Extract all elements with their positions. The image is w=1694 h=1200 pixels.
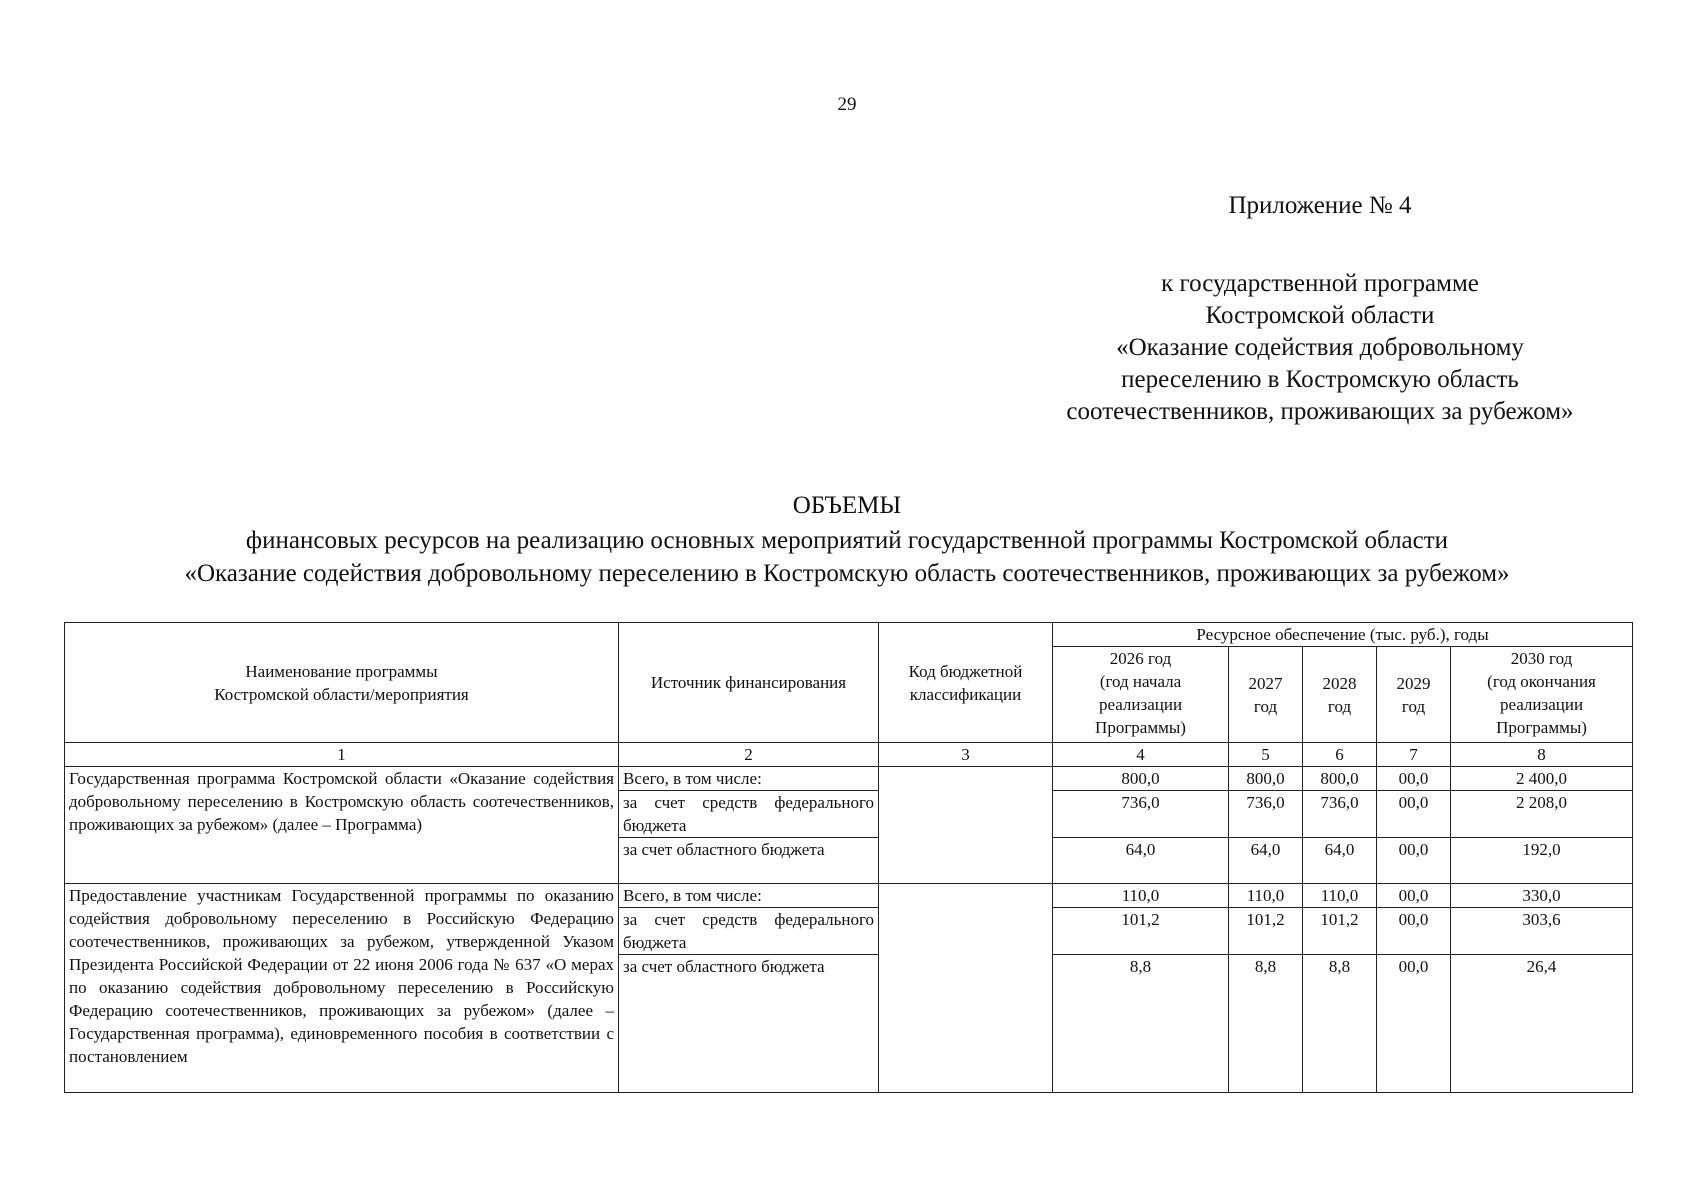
value-cell: 2 400,0 (1451, 767, 1633, 791)
value-cell: 8,8 (1303, 955, 1377, 1093)
column-number: 4 (1053, 743, 1229, 767)
value-cell: 101,2 (1229, 908, 1303, 955)
source-cell: за счет областного бюджета (619, 955, 879, 1093)
value-cell: 736,0 (1229, 791, 1303, 838)
budget-code-cell (879, 884, 1053, 1093)
column-number: 8 (1451, 743, 1633, 767)
value-cell: 00,0 (1377, 767, 1451, 791)
source-cell: за счет областного бюджета (619, 838, 879, 884)
value-cell: 26,4 (1451, 955, 1633, 1093)
appendix-title: Приложение № 4 (1228, 192, 1412, 219)
value-cell: 8,8 (1053, 955, 1229, 1093)
header-code-line: Код бюджетной (908, 661, 1023, 681)
header-year-line: реализации (1098, 695, 1183, 714)
header-year-line: 2026 год (1109, 649, 1172, 668)
value-cell: 110,0 (1229, 884, 1303, 908)
header-year-line: 2029 (1396, 673, 1431, 693)
value-cell: 00,0 (1377, 908, 1451, 955)
table-row (65, 767, 1633, 791)
source-cell: за счет средств федерального бюджета (619, 908, 879, 955)
subheading-line: финансовых ресурсов на реализацию основных мероприятий государственной программы Костромской области (245, 527, 1449, 554)
value-cell: 00,0 (1377, 884, 1451, 908)
document-heading: ОБЪЕМЫ (792, 492, 902, 519)
header-year-line: реализации (1499, 695, 1584, 714)
page-number: 29 (837, 94, 857, 115)
header-year-2030 (1451, 647, 1633, 743)
column-number-row (65, 743, 1633, 767)
source-cell: за счет средств федерального бюджета (619, 791, 879, 838)
column-number: 2 (619, 743, 879, 767)
value-cell: 800,0 (1303, 767, 1377, 791)
value-cell: 00,0 (1377, 955, 1451, 1093)
value-cell: 00,0 (1377, 791, 1451, 838)
header-year-line: год (1327, 696, 1352, 716)
header-year-line: 2030 год (1510, 649, 1573, 668)
value-cell: 800,0 (1229, 767, 1303, 791)
document-subheading (0, 524, 1694, 590)
header-year-2027 (1229, 647, 1303, 743)
header-year-2026 (1053, 647, 1229, 743)
header-year-line: год (1253, 696, 1278, 716)
financial-resources-table (64, 622, 1633, 1093)
value-cell: 101,2 (1303, 908, 1377, 955)
value-cell: 101,2 (1053, 908, 1229, 955)
header-year-line: (год окончания (1487, 672, 1596, 691)
column-number: 5 (1229, 743, 1303, 767)
header-code-line: классификации (909, 684, 1022, 704)
table-row (65, 884, 1633, 908)
header-year-line: 2027 (1248, 673, 1283, 693)
header-resources: Ресурсное обеспечение (тыс. руб.), годы (1053, 623, 1633, 647)
header-name-line: Костромской области/мероприятия (214, 684, 469, 704)
value-cell: 8,8 (1229, 955, 1303, 1093)
value-cell: 303,6 (1451, 908, 1633, 955)
value-cell: 192,0 (1451, 838, 1633, 884)
value-cell: 110,0 (1303, 884, 1377, 908)
source-cell: Всего, в том числе: (619, 884, 879, 908)
value-cell: 800,0 (1053, 767, 1229, 791)
column-number: 6 (1303, 743, 1377, 767)
header-year-line: Программы) (1095, 718, 1186, 737)
value-cell: 736,0 (1303, 791, 1377, 838)
appendix-line: «Оказание содействия добровольному (1116, 334, 1524, 361)
value-cell: 110,0 (1053, 884, 1229, 908)
header-name-line: Наименование программы (245, 661, 438, 681)
column-number: 1 (65, 743, 619, 767)
source-cell: Всего, в том числе: (619, 767, 879, 791)
value-cell: 736,0 (1053, 791, 1229, 838)
value-cell: 64,0 (1303, 838, 1377, 884)
header-year-line: Программы) (1496, 718, 1587, 737)
appendix-line: к государственной программе (1161, 270, 1479, 297)
program-name-cell: Государственная программа Костромской области «Оказание содействия добровольному переселению в Костромскую область соотечественников, проживающих за рубежом» (далее – Программа) (65, 767, 619, 884)
appendix-line: Костромской области (1205, 302, 1435, 329)
header-year-2029 (1377, 647, 1451, 743)
header-code (879, 623, 1053, 743)
value-cell: 64,0 (1053, 838, 1229, 884)
value-cell: 00,0 (1377, 838, 1451, 884)
header-year-2028 (1303, 647, 1377, 743)
header-year-line: (год начала (1099, 672, 1182, 691)
value-cell: 330,0 (1451, 884, 1633, 908)
value-cell: 2 208,0 (1451, 791, 1633, 838)
value-cell: 64,0 (1229, 838, 1303, 884)
budget-code-cell (879, 767, 1053, 884)
header-year-line: 2028 (1322, 673, 1357, 693)
header-source: Источник финансирования (619, 623, 879, 743)
subheading-line: «Оказание содействия добровольному переселению в Костромскую область соотечественников, проживающих за рубежом» (184, 560, 1510, 587)
program-name-cell: Предоставление участникам Государственной программы по оказанию содействия добровольному переселению в Российскую Федерацию соотечественников, проживающих за рубежом, утвержденной Указом Президента Российской Федерации от 22 июня 2006 года № 637 «О мерах по оказанию содействия добровольному переселению в Российскую Федерацию соотечественников, проживающих за рубежом» (далее – Государственная программа), единовременного пособия в соответствии с постановлением (65, 884, 619, 1093)
appendix-line: переселению в Костромскую область (1121, 366, 1519, 393)
header-name (65, 623, 619, 743)
appendix-line: соотечественников, проживающих за рубежом» (1066, 398, 1574, 425)
column-number: 3 (879, 743, 1053, 767)
header-year-line: год (1401, 696, 1426, 716)
column-number: 7 (1377, 743, 1451, 767)
appendix-subtitle (980, 268, 1660, 428)
